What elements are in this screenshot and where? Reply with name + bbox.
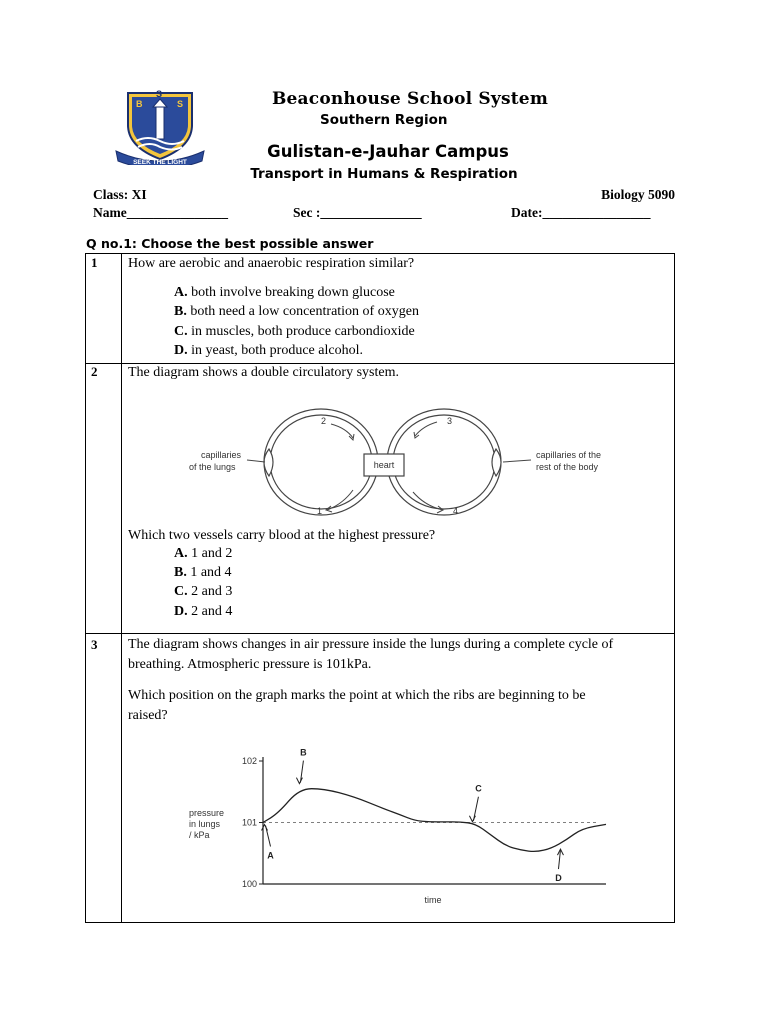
campus-title: Gulistan-e-Jauhar Campus [267,142,509,161]
logo-letter-b: B [136,99,143,109]
subject-label: Biology 5090 [601,187,675,202]
y-axis-label-line-1: pressure [189,808,225,818]
date-field[interactable]: Date:________________ [511,205,651,220]
section-heading: Q no.1: Choose the best possible answer [86,236,374,251]
question-number: 3 [91,637,98,652]
vessel-3-label: 3 [447,416,453,426]
q2-option-b[interactable]: B. 1 and 4 [174,565,232,580]
question-3-text-line-1: The diagram shows changes in air pressure inside the lungs during a complete cycle of [128,637,614,652]
logo-letter-s1: S [156,89,163,99]
marker-b [296,748,307,784]
lung-pressure-graph [181,739,621,909]
x-axis-label: time [424,895,442,905]
left-capillaries-label-1: capillaries [201,450,242,460]
vessel-2-label: 2 [321,416,327,426]
q1-option-b[interactable]: B. both need a low concentration of oxygen [174,304,419,319]
vessel-1-label: 1 [317,506,323,516]
marker-label-b: B [300,747,307,758]
marker-label-a: A [267,850,274,861]
y-axis-label-line-2: in lungs [189,819,221,829]
logo-motto: SEEK THE LIGHT [133,159,187,165]
q1-option-d[interactable]: D. in yeast, both produce alcohol. [174,343,363,358]
marker-label-d: D [555,873,562,884]
pressure-series-line [263,789,606,852]
double-circulation-diagram [181,404,621,524]
number-column-divider [121,254,122,922]
y-tick-label: 100 [241,879,257,889]
question-2-prompt: Which two vessels carry blood at the highest pressure? [128,528,436,543]
q2-option-c[interactable]: C. 2 and 3 [174,584,233,599]
region-label: Southern Region [320,112,448,128]
question-1-text: How are aerobic and anaerobic respiration similar? [128,256,415,271]
question-3-text-line-2: breathing. Atmospheric pressure is 101kPa. [128,657,372,672]
marker-d [555,849,563,883]
topic-title: Transport in Humans & Respiration [250,166,518,182]
question-number: 2 [91,364,98,379]
left-capillaries-label-2: of the lungs [189,462,236,472]
question-3-prompt-line-1: Which position on the graph marks the point at which the ribs are beginning to be [128,688,586,703]
questions-table [85,253,675,923]
class-label: Class: XI [93,187,147,202]
right-capillaries-label-1: capillaries of the [536,450,602,460]
marker-c [469,784,482,822]
logo-letter-s2: S [177,99,184,109]
row-divider [86,633,674,634]
question-number: 1 [91,255,98,270]
graph-axes [263,757,606,884]
q2-option-a[interactable]: A. 1 and 2 [174,546,233,561]
y-axis-label-line-3: / kPa [189,830,210,840]
marker-label-c: C [475,783,482,794]
vessel-4-label: 4 [453,506,459,516]
y-tick-label: 101 [241,817,257,828]
name-field[interactable]: Name_______________ [93,205,228,220]
school-name: Beaconhouse School System [271,89,549,109]
y-tick-label: 102 [241,756,257,766]
q1-option-a[interactable]: A. both involve breaking down glucose [174,285,395,300]
question-2-text: The diagram shows a double circulatory system. [128,365,399,380]
heart-label: heart [373,460,395,470]
q1-option-c[interactable]: C. in muscles, both produce carbondioxide [174,324,415,339]
right-capillaries-label-2: rest of the body [536,462,599,472]
question-3-prompt-line-2: raised? [128,708,168,723]
section-field[interactable]: Sec :_______________ [293,205,422,220]
q2-option-d[interactable]: D. 2 and 4 [174,604,233,619]
